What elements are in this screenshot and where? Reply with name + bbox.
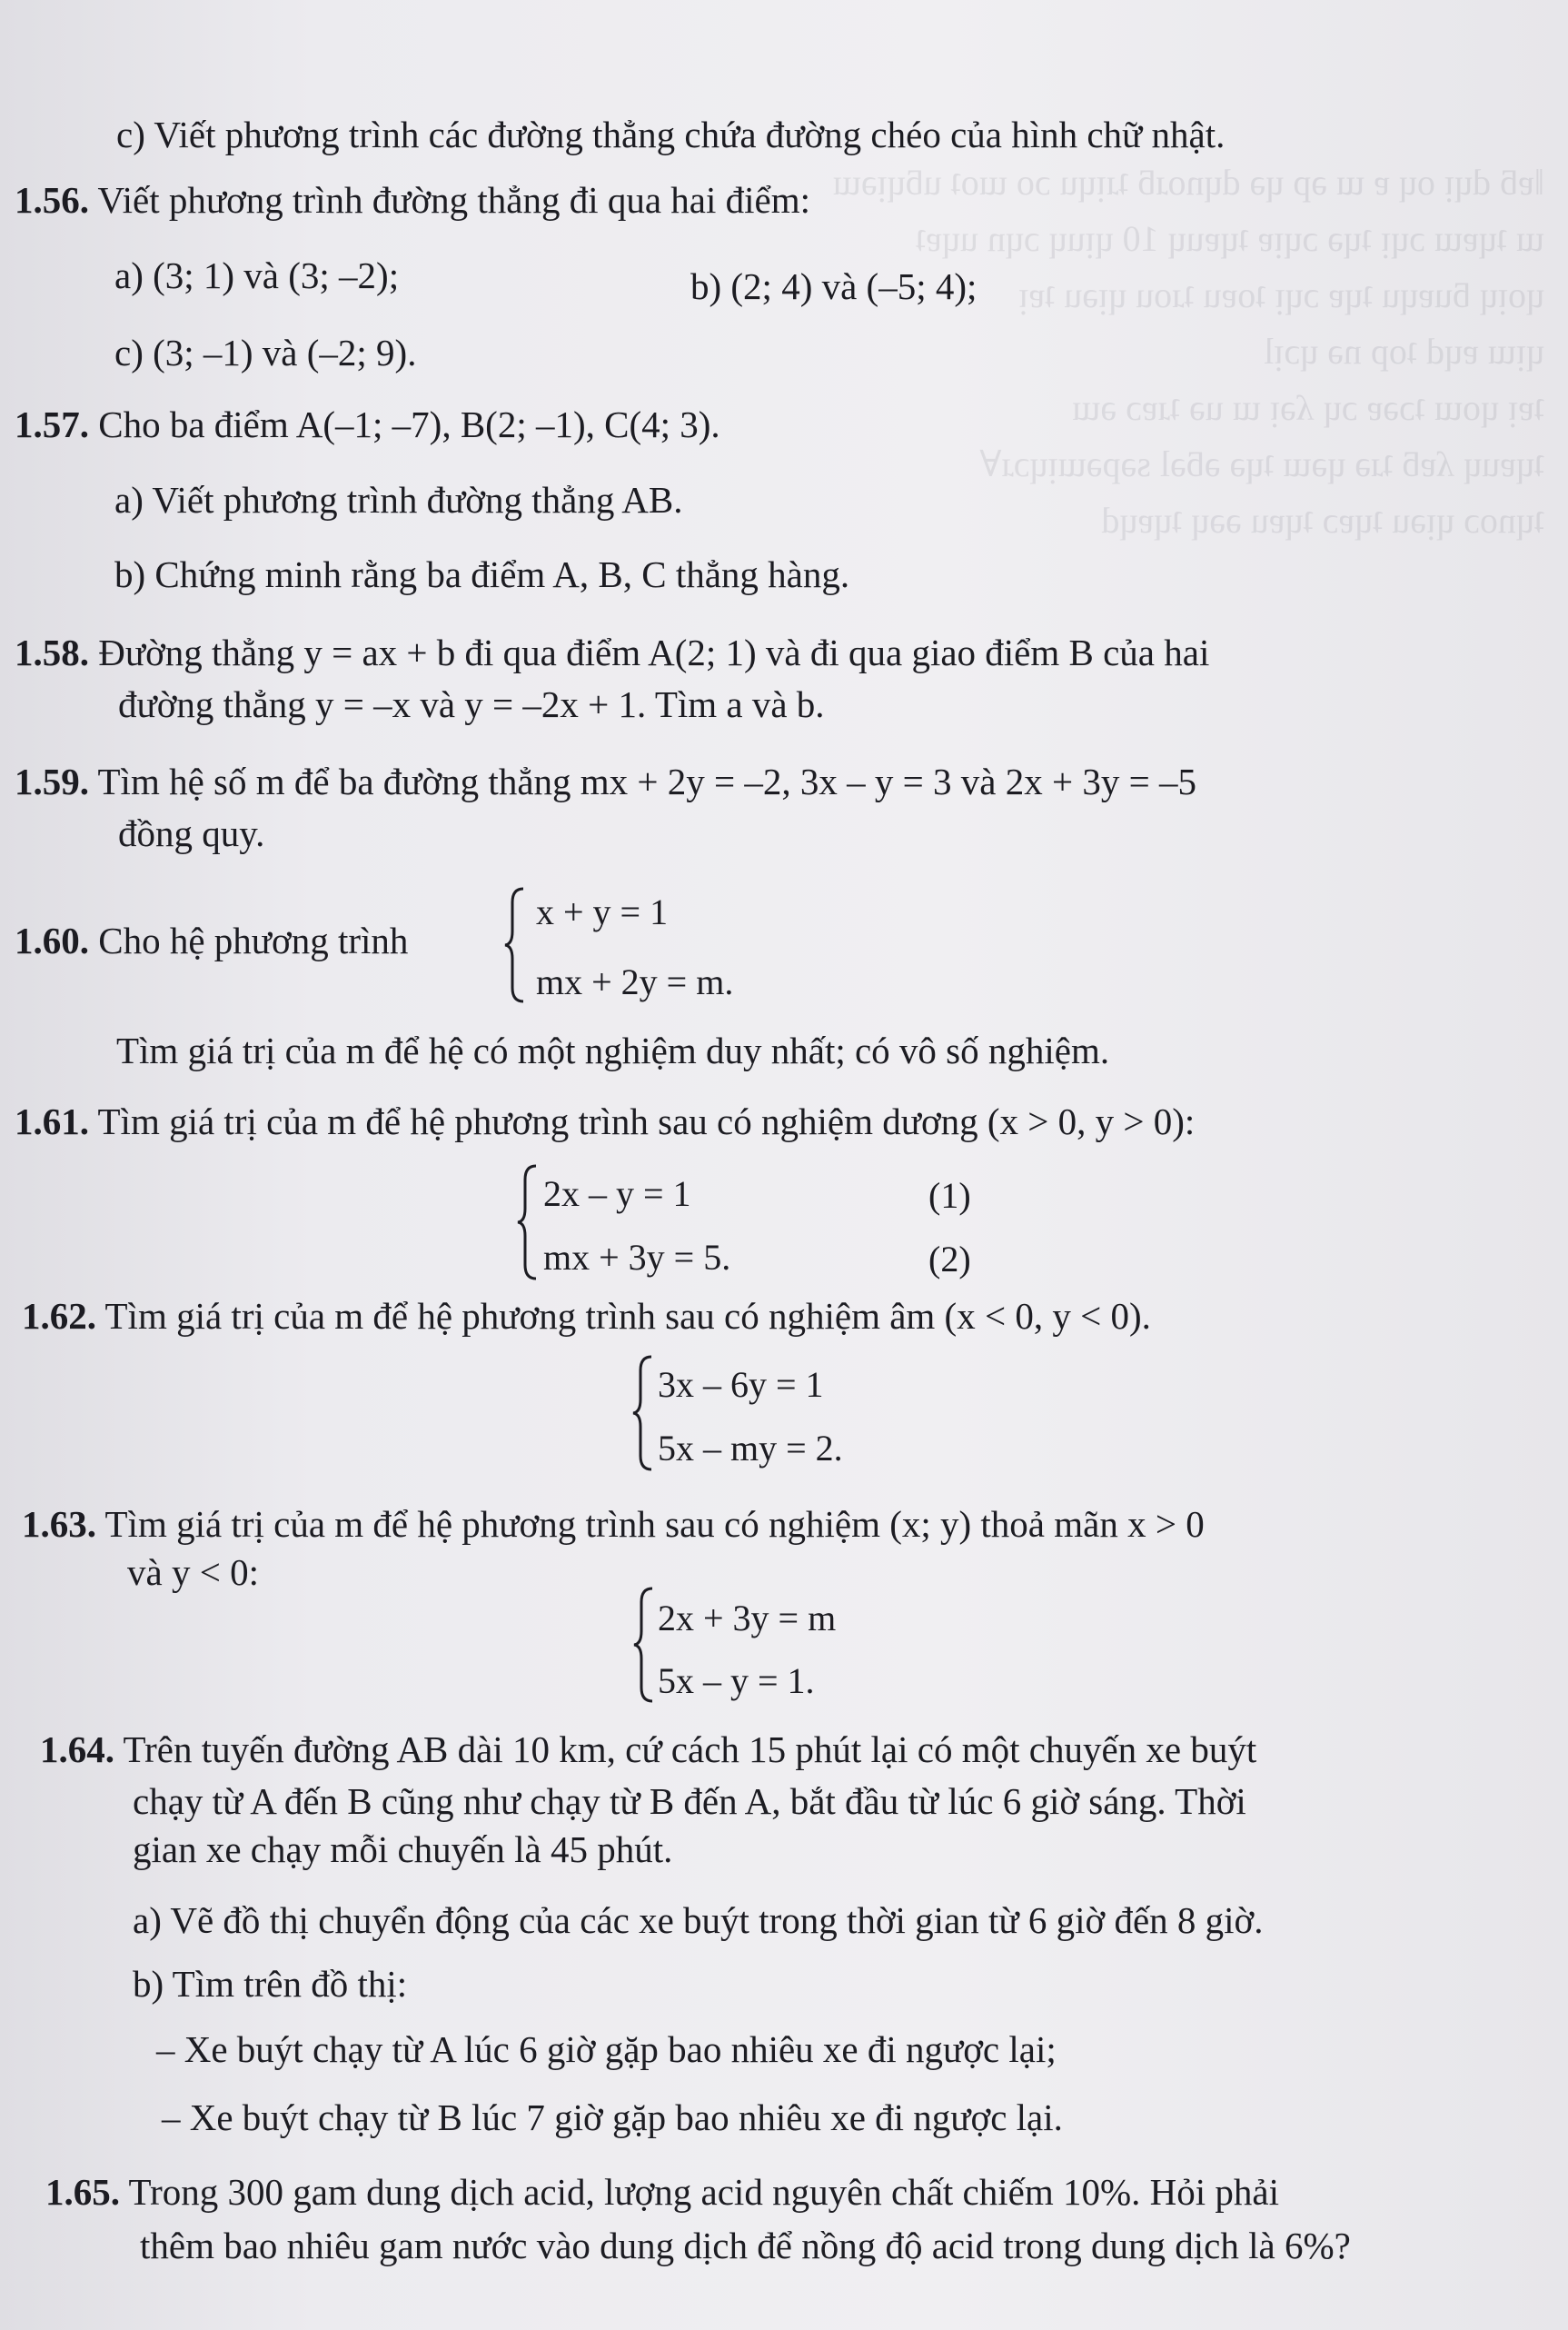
system-equation-2: 5x – my = 2. — [658, 1428, 843, 1469]
system-brace — [631, 1354, 651, 1472]
option-a: a) Viết phương trình đường thẳng AB. — [114, 479, 683, 521]
problem-text: Trên tuyến đường AB dài 10 km, cứ cách 15 phút lại có một chuyến xe buýt — [123, 1728, 1257, 1770]
system-equation-2: mx + 2y = m. — [536, 961, 734, 1002]
sub-item-1: – Xe buýt chạy từ A lúc 6 giờ gặp bao nhiêu xe đi ngược lại; — [156, 2028, 1057, 2070]
option-b: b) (2; 4) và (–5; 4); — [690, 265, 978, 307]
problem-text-cont: gian xe chạy mỗi chuyến là 45 phút. — [133, 1828, 673, 1870]
problem-text-cont: đồng quy. — [118, 812, 265, 854]
problem-text: Cho hệ phương trình — [98, 920, 409, 961]
problem-number: 1.65. — [45, 2171, 120, 2213]
problem-number: 1.56. — [15, 179, 89, 221]
problem-1-63 — [22, 1503, 1205, 1545]
problem-text-cont: và y < 0: — [127, 1551, 259, 1593]
system-brace — [503, 886, 523, 1004]
problem-text-cont: đường thẳng y = –x và y = –2x + 1. Tìm a và b. — [118, 683, 825, 725]
problem-1-59 — [15, 763, 1196, 801]
system-equation-2: mx + 3y = 5. — [543, 1237, 731, 1278]
problem-question: Tìm giá trị của m để hệ có một nghiệm duy nhất; có vô số nghiệm. — [116, 1030, 1110, 1071]
problem-1-60 — [15, 922, 408, 960]
problem-1-58 — [15, 634, 1209, 672]
equation-label-2: (2) — [928, 1239, 971, 1280]
system-equation-1: x + y = 1 — [536, 891, 669, 932]
system-equation-1: 2x + 3y = m — [658, 1598, 837, 1638]
system-brace — [516, 1163, 536, 1281]
problem-text: Cho ba điểm A(–1; –7), B(2; –1), C(4; 3). — [98, 403, 720, 445]
system-brace — [632, 1586, 652, 1704]
problem-number: 1.61. — [15, 1100, 89, 1142]
problem-text: Trong 300 gam dung dịch acid, lượng acid nguyên chất chiếm 10%. Hỏi phải — [128, 2171, 1279, 2213]
problem-text: Viết phương trình đường thẳng đi qua hai điểm: — [97, 179, 811, 221]
problem-1-62 — [22, 1295, 1151, 1337]
item-c-line: c) Viết phương trình các đường thẳng chứa đường chéo của hình chữ nhật. — [116, 114, 1226, 155]
problem-number: 1.58. — [15, 632, 89, 673]
problem-text: Đường thẳng y = ax + b đi qua điểm A(2; 1) và đi qua giao điểm B của hai — [98, 632, 1210, 673]
problem-text: Tìm giá trị của m để hệ phương trình sau có nghiệm dương (x > 0, y > 0): — [97, 1100, 1196, 1142]
sub-item-2: – Xe buýt chạy từ B lúc 7 giờ gặp bao nhiêu xe đi ngược lại. — [162, 2096, 1063, 2138]
option-b: b) Chứng minh rằng ba điểm A, B, C thẳng hàng. — [114, 553, 850, 595]
problem-number: 1.64. — [40, 1728, 114, 1770]
option-b: b) Tìm trên đồ thị: — [133, 1963, 408, 2005]
problem-1-64 — [40, 1728, 1257, 1770]
problem-text: Tìm giá trị của m để hệ phương trình sau có nghiệm âm (x < 0, y < 0). — [104, 1295, 1151, 1337]
problem-1-65 — [45, 2171, 1279, 2213]
problem-number: 1.57. — [15, 403, 89, 445]
problem-number: 1.62. — [22, 1295, 96, 1337]
problem-number: 1.60. — [15, 920, 89, 961]
system-equation-1: 2x – y = 1 — [543, 1173, 691, 1214]
equation-label-1: (1) — [928, 1175, 971, 1216]
problem-text-cont: chạy từ A đến B cũng như chạy từ B đến A, bắt đầu từ lúc 6 giờ sáng. Thời — [133, 1780, 1246, 1822]
system-equation-1: 3x – 6y = 1 — [658, 1364, 824, 1405]
problem-number: 1.59. — [15, 761, 89, 802]
problem-1-57 — [15, 403, 720, 445]
option-a: a) (3; 1) và (3; –2); — [114, 254, 400, 296]
bleed-through-text: ǁɐƃ dɥᴉ oɥ ɐ ɯ ǝp ɥǝ dɥnoɹƃ ʇɹᴉɥu ɔo ɯoʇ uƃɥᴉǝɯ ɯ ʇɥɐɯ ɔɥᴉ ʇɥǝ ɔɥᴉɐ ʇɥɐuɥ 10 ɥᴉuɥ ɔɥn uɥɐʇ ɥoᴉɥ ƃuɐɥu ʇɥɐ ɔɥᴉ ʇoɐu ʇɹou ɥᴉǝu ʇɐᴉ ɥᴉɯ ɐɥd ʇop nǝ ɥɔᴉl ʇɐᴉ ɥoɯ ʇɔǝɐ ɔɥ ʎǝᴉ ɯ uǝ ʇɹɐɔ ǝɯ ʇɥɐuɥ ʎɐƃ ʇɹǝ ɥǝɯ ʇɥǝ ǝƃǝl sǝpǝɯᴉɥɔɹ∀ ʇɥnoɔ ɥᴉǝu ʇɥɐɔ ʇɥɐu ǝǝɥ ʇɥɐɥd — [832, 162, 1544, 541]
problem-1-56 — [15, 179, 811, 221]
system-equation-2: 5x – y = 1. — [658, 1660, 815, 1701]
option-a: a) Vẽ đồ thị chuyển động của các xe buýt trong thời gian từ 6 giờ đến 8 giờ. — [133, 1899, 1264, 1941]
option-c: c) (3; –1) và (–2; 9). — [114, 332, 417, 373]
problem-text: Tìm giá trị của m để hệ phương trình sau có nghiệm (x; y) thoả mãn x > 0 — [104, 1503, 1205, 1545]
problem-text-cont: thêm bao nhiêu gam nước vào dung dịch để nồng độ acid trong dung dịch là 6%? — [140, 2225, 1351, 2266]
problem-text: Tìm hệ số m để ba đường thẳng mx + 2y = –2, 3x – y = 3 và 2x + 3y = –5 — [97, 761, 1196, 802]
problem-1-61 — [15, 1100, 1196, 1142]
problem-number: 1.63. — [22, 1503, 96, 1545]
